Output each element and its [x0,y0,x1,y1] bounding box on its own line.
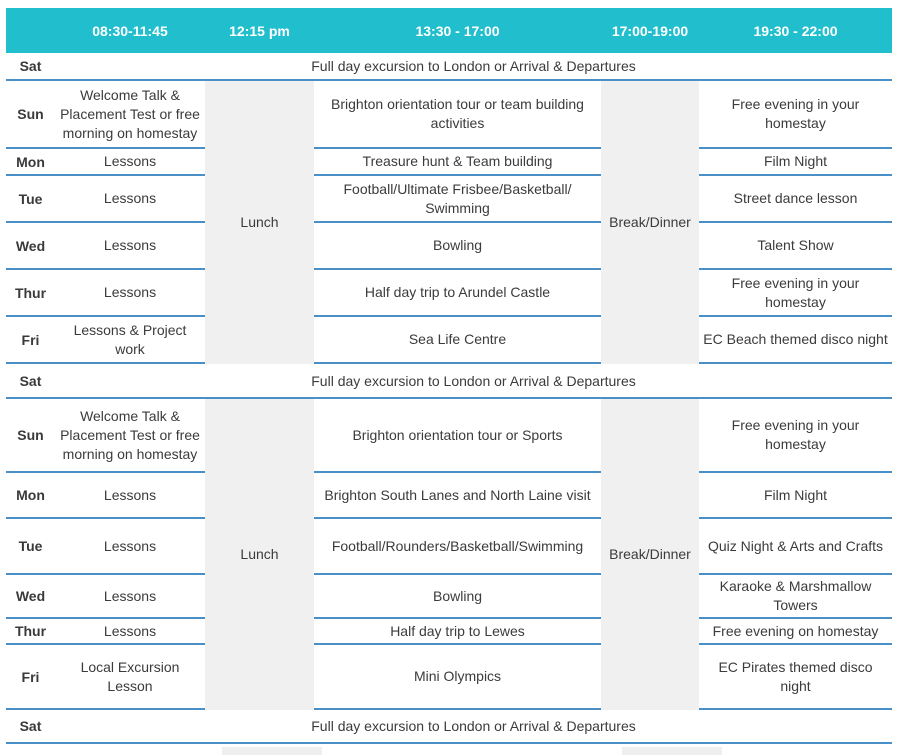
header-morning: 08:30-11:45 [55,8,205,53]
break-dinner-cell: Break/Dinner [601,399,699,710]
afternoon-activity: Brighton South Lanes and North Laine visit [314,473,601,519]
saturday-excursion: Full day excursion to London or Arrival & Departures [55,53,892,81]
afternoon-activity: Bowling [314,575,601,619]
evening-activity: EC Beach themed disco night [699,317,892,364]
morning-activity: Lessons [55,619,205,645]
break-dinner-cell: Break/Dinner [601,81,699,364]
afternoon-activity: Sea Life Centre [314,317,601,364]
evening-activity: Free evening in your homestay [699,270,892,317]
afternoon-activity: Half day trip to Arundel Castle [314,270,601,317]
saturday-excursion: Full day excursion to London or Arrival & Departures [55,710,892,744]
afternoon-activity: Half day trip to Lewes [314,619,601,645]
morning-activity: Lessons [55,519,205,575]
afternoon-activity: Mini Olympics [314,645,601,710]
morning-activity: Welcome Talk & Placement Test or free morning on homestay [55,399,205,473]
header-day-cell [6,8,55,53]
evening-activity: Free evening in your homestay [699,81,892,149]
evening-activity: Quiz Night & Arts and Crafts [699,519,892,575]
evening-activity: Talent Show [699,223,892,270]
header-afternoon: 13:30 - 17:00 [314,8,601,53]
day-label: Sat [6,710,55,744]
morning-activity: Lessons [55,223,205,270]
evening-activity: Street dance lesson [699,176,892,223]
header-break: 17:00-19:00 [601,8,699,53]
next-lunch-column-edge [222,747,322,755]
morning-activity: Lessons [55,176,205,223]
evening-activity: Free evening on homestay [699,619,892,645]
day-label: Mon [6,473,55,519]
afternoon-activity: Brighton orientation tour or Sports [314,399,601,473]
day-label: Fri [6,645,55,710]
schedule-table [6,8,892,744]
header-lunch-time: 12:15 pm [205,8,314,53]
day-label: Thur [6,270,55,317]
day-label: Tue [6,176,55,223]
morning-activity: Local Excursion Lesson [55,645,205,710]
day-label: Thur [6,619,55,645]
evening-activity: Karaoke & Marshmallow Towers [699,575,892,619]
day-label: Sat [6,53,55,81]
evening-activity: Film Night [699,473,892,519]
afternoon-activity: Bowling [314,223,601,270]
morning-activity: Lessons [55,473,205,519]
day-label: Wed [6,223,55,270]
day-label: Sun [6,399,55,473]
saturday-excursion: Full day excursion to London or Arrival & Departures [55,364,892,399]
afternoon-activity: Football/Ultimate Frisbee/Basketball/ Swimming [314,176,601,223]
day-label: Sat [6,364,55,399]
evening-activity: EC Pirates themed disco night [699,645,892,710]
morning-activity: Lessons & Project work [55,317,205,364]
lunch-cell: Lunch [205,399,314,710]
day-label: Wed [6,575,55,619]
header-evening: 19:30 - 22:00 [699,8,892,53]
afternoon-activity: Treasure hunt & Team building [314,149,601,176]
afternoon-activity: Brighton orientation tour or team building activities [314,81,601,149]
day-label: Sun [6,81,55,149]
morning-activity: Lessons [55,270,205,317]
morning-activity: Welcome Talk & Placement Test or free morning on homestay [55,81,205,149]
morning-activity: Lessons [55,149,205,176]
day-label: Fri [6,317,55,364]
next-break-column-edge [622,747,722,755]
afternoon-activity: Football/Rounders/Basketball/Swimming [314,519,601,575]
day-label: Mon [6,149,55,176]
evening-activity: Film Night [699,149,892,176]
day-label: Tue [6,519,55,575]
lunch-cell: Lunch [205,81,314,364]
evening-activity: Free evening in your homestay [699,399,892,473]
morning-activity: Lessons [55,575,205,619]
